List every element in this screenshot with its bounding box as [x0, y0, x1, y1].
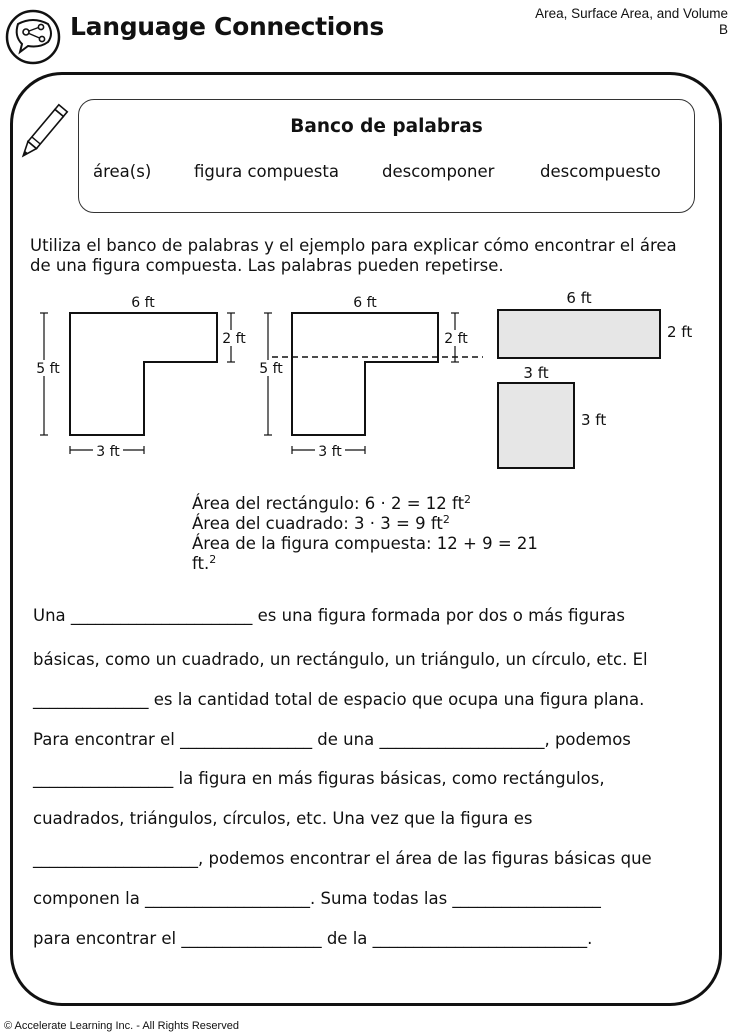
passage-line[interactable]: _________________ la figura en más figuras básicas, como rectángulos,	[33, 769, 605, 788]
word-bank-title: Banco de palabras	[290, 116, 483, 137]
calc-square: Área del cuadrado: 3 · 3 = 9 $ft^2$	[192, 513, 450, 533]
fig1-top-label: 6 ft	[131, 295, 155, 311]
instructions: Utiliza el banco de palabras y el ejemplo para explicar cómo encontrar el área de una figura compuesta. Las palabras pueden repetirse.	[30, 236, 677, 275]
area-calculations	[192, 494, 538, 574]
word-bank-item: figura compuesta	[194, 162, 339, 181]
word-bank-item: descomponer	[382, 162, 495, 181]
speech-network-icon	[4, 8, 62, 66]
passage-line[interactable]: para encontrar el _________________ de la __________________________.	[33, 929, 593, 948]
fig1-bottom-label: 3 ft	[96, 444, 120, 460]
l-shape-figure-2	[292, 313, 438, 435]
fig2-bottom-label: 3 ft	[318, 444, 342, 460]
pencil-icon	[18, 94, 78, 160]
fig2-right-label: 2 ft	[444, 331, 468, 347]
calc-rectangle: Área del rectángulo: 6 · 2 = 12 $ft^2$	[192, 493, 472, 513]
l-shape-figure-1	[70, 313, 217, 435]
fig1-right-label: 2 ft	[222, 331, 246, 347]
passage-line: cuadrados, triángulos, círculos, etc. Una vez que la figura es	[33, 809, 533, 828]
fig2-top-label: 6 ft	[353, 295, 377, 311]
word-bank	[78, 99, 695, 213]
passage-line[interactable]: ______________ es la cantidad total de espacio que ocupa una figura plana.	[33, 690, 645, 709]
rect-top-label: 6 ft	[566, 289, 592, 307]
topic-line-2: B	[718, 22, 728, 37]
topic-line-1: Area, Surface Area, and Volume	[535, 6, 728, 21]
page-title: Language Connections	[70, 12, 384, 41]
fig2-left-label: 5 ft	[259, 361, 283, 377]
passage-line[interactable]: Para encontrar el ________________ de una ____________________, podemos	[33, 730, 631, 749]
word-bank-item: área(s)	[93, 162, 152, 181]
composite-figures-diagram	[0, 280, 734, 490]
calc-composite: Área de la figura compuesta: 12 + 9 = 21	[192, 534, 538, 553]
fig1-left-label: 5 ft	[36, 361, 60, 377]
decomposed-rectangle	[498, 310, 660, 358]
copyright-footer: © Accelerate Learning Inc. - All Rights Reserved	[4, 1020, 239, 1032]
decomposed-square	[498, 383, 574, 468]
topic-label	[535, 6, 728, 38]
square-top-label: 3 ft	[523, 364, 549, 382]
rect-right-label: 2 ft	[667, 323, 693, 341]
passage-line: básicas, como un cuadrado, un rectángulo, un triángulo, un círculo, etc. El	[33, 650, 648, 669]
word-bank-item: descompuesto	[540, 162, 661, 181]
passage-line[interactable]: ____________________, podemos encontrar el área de las figuras básicas que	[33, 849, 652, 868]
passage-line[interactable]: componen la ____________________. Suma todas las __________________	[33, 889, 601, 908]
square-right-label: 3 ft	[581, 411, 607, 429]
passage-line[interactable]: Una ______________________ es una figura formada por dos o más figuras	[33, 606, 625, 625]
calc-composite-unit: ft.$^2$	[192, 553, 217, 573]
